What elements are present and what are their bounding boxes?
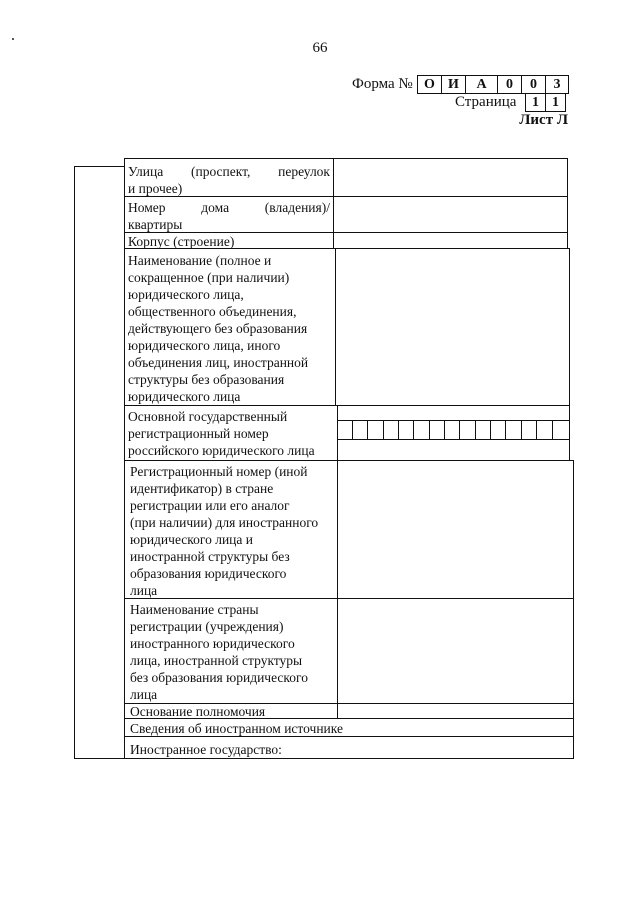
ogrn-digit-box — [490, 420, 505, 439]
column-border-right — [573, 460, 574, 759]
ogrn-digit-box — [536, 420, 551, 439]
ogrn-digit-box — [552, 420, 567, 439]
column-border-right — [569, 248, 570, 460]
entity-name-label: Наименование (полное и сокращенное (при наличии) юридического лица, общественного объединения, действующего без образования юридического лица, иного объединения лиц, иностранной структуры без образования юридического лица — [128, 253, 309, 404]
ogrn-label: Основной государственный регистрационный номер российского юридического лица — [128, 409, 315, 458]
table-border-top — [124, 158, 568, 159]
form-code-cell: 0 — [521, 75, 546, 94]
page-label: Страница — [455, 94, 517, 110]
ogrn-digit-box — [459, 420, 474, 439]
ogrn-digit-box — [383, 420, 398, 439]
form-code-cell: 0 — [497, 75, 522, 94]
ogrn-digit-box — [398, 420, 413, 439]
ogrn-digit-box — [521, 420, 536, 439]
page-code-cell: 1 — [545, 93, 566, 112]
page-code-cell: 1 — [525, 93, 546, 112]
column-divider — [335, 248, 336, 406]
ogrn-digit-box — [444, 420, 459, 439]
country-label: Наименование страны регистрации (учреждения) иностранного юридического лица, иностранной структуры без образования юридического лица — [130, 602, 308, 702]
ogrn-digit-box — [352, 420, 367, 439]
house-label: Номер дома (владения)/ квартиры — [128, 200, 330, 232]
table-border-top-left — [74, 166, 124, 167]
form-code-cell: 3 — [545, 75, 569, 94]
ogrn-digit-box — [429, 420, 444, 439]
registration-number-label: Регистрационный номер (иной идентификатор) в стране регистрации или его аналог (при наличии) для иностранного юридического лица и иностранной структуры без образования юридического лица — [130, 464, 319, 598]
foreign-state-label: Иностранное государство: — [130, 742, 282, 757]
ogrn-digit-box — [505, 420, 520, 439]
column-divider — [333, 158, 334, 248]
ogrn-boxes-bottom — [337, 439, 570, 440]
street-label: Улица (проспект, переулок и прочее) — [128, 164, 330, 196]
ogrn-digit-box — [367, 420, 382, 439]
ogrn-digit-box — [413, 420, 428, 439]
column-divider — [337, 405, 338, 718]
page-number: 66 — [312, 40, 328, 56]
form-code-cell: И — [441, 75, 466, 94]
ogrn-digit-box — [475, 420, 490, 439]
row-divider — [124, 405, 570, 406]
row-divider — [124, 460, 574, 461]
table-border-left — [74, 166, 75, 759]
table-border-bottom — [74, 758, 574, 759]
foreign-source-header: Сведения об иностранном источнике — [130, 721, 343, 736]
form-code-cell: А — [465, 75, 498, 94]
form-code-cell: О — [417, 75, 442, 94]
form-number-label: Форма № — [352, 76, 413, 92]
sheet-label: Лист Л — [519, 112, 568, 128]
column-border-right — [567, 158, 568, 248]
building-label: Корпус (строение) — [128, 234, 235, 249]
authority-label: Основание полномочия — [130, 704, 266, 719]
